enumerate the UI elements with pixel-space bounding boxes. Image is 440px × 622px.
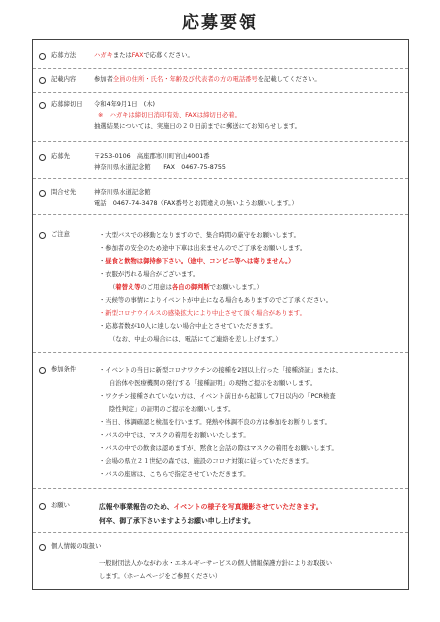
caution-dot: ・ bbox=[99, 258, 106, 265]
conditions-label: 参加条件 bbox=[51, 366, 77, 373]
divider bbox=[33, 68, 408, 69]
contents-required: 全員の住所・氏名・年齢及び代表者の方の電話番号 bbox=[112, 76, 258, 83]
divider bbox=[33, 352, 408, 353]
caution-judgment: 各自の御判断 bbox=[171, 284, 210, 291]
request-body bbox=[99, 500, 404, 528]
conditions-line: ・バスの中では、マスクの着用をお願いいたします。 bbox=[99, 432, 250, 439]
caution-lunch: 昼食と飲物は御持参下さい。 bbox=[105, 258, 188, 265]
method-or: または bbox=[112, 52, 132, 59]
contents-a: 参加者 bbox=[94, 76, 113, 83]
caution-change: 着替え等 bbox=[115, 284, 141, 291]
bullet-icon bbox=[39, 102, 46, 109]
divider bbox=[33, 532, 408, 533]
divider bbox=[33, 488, 408, 489]
deadline-result: 抽選結果については、実施日の２０日前までに郵送にてお知らせします。 bbox=[94, 123, 301, 130]
request-label: お願い bbox=[51, 502, 70, 509]
caution-no-stop: （途中、コンビニ等へは寄りません。） bbox=[187, 258, 295, 265]
caution-text: でお願いします。） bbox=[209, 284, 263, 291]
caution-line: （なお、中止の場合には、電話にてご連絡を差し上げます。） bbox=[109, 336, 282, 343]
bullet-icon bbox=[39, 53, 46, 60]
conditions-line: ・ワクチン接種されていない方は、イベント前日から起算して7日以内の「PCR検査 bbox=[99, 393, 336, 400]
caution-body bbox=[99, 229, 404, 346]
destination-fax: FAX 0467-75-8755 bbox=[163, 164, 226, 171]
divider bbox=[33, 178, 408, 179]
caution-line: ・参加者の安全のため途中下車は出来ませんのでご了承をお願いします。 bbox=[99, 245, 307, 252]
privacy-body bbox=[99, 557, 404, 583]
deadline-date: 令和4年9月1日 (木) bbox=[94, 101, 156, 108]
divider bbox=[33, 92, 408, 93]
request-text: 広報や事業報告のため、 bbox=[99, 503, 174, 511]
contents-c: を記載してください。 bbox=[257, 76, 321, 83]
bullet-icon bbox=[39, 154, 46, 161]
privacy-label: 個人情報の取扱い bbox=[51, 543, 102, 550]
conditions-line: ・バスの座席は、こちらで指定させていただきます。 bbox=[99, 471, 250, 478]
privacy-line: します。（ホームページをご参照ください） bbox=[99, 573, 222, 580]
request-thanks: 何卒、御了承下さいますようお願い申し上げます。 bbox=[99, 517, 255, 525]
caution-line: ・衣服が汚れる場合がございます。 bbox=[99, 271, 200, 278]
inquiry-label: 問合せ先 bbox=[51, 189, 77, 196]
method-postcard: ハガキ bbox=[94, 52, 113, 59]
deadline-label: 応募締切日 bbox=[51, 101, 83, 108]
deadline-note: ※ ハガキは締切日消印有効、FAXは締切日必着。 bbox=[98, 112, 241, 119]
method-body bbox=[94, 50, 404, 61]
caution-line: ・天候等の事情によりイベントが中止になる場合もありますのでご了承ください。 bbox=[99, 297, 332, 304]
conditions-line: ・イベントの当日に新型コロナワクチンの接種を2回以上行った「接種済証」または、 bbox=[99, 367, 342, 374]
destination-name: 神奈川県水道記念館 bbox=[94, 164, 151, 171]
bullet-icon bbox=[39, 544, 46, 551]
conditions-line: ・バスの中での飲食は認めますが、黙食と会話の際はマスクの着用をお願いします。 bbox=[99, 445, 338, 452]
destination-body bbox=[94, 151, 404, 173]
deadline-body bbox=[94, 99, 404, 132]
caution-text: のご用意は bbox=[140, 284, 172, 291]
conditions-body bbox=[99, 364, 404, 481]
divider bbox=[33, 141, 408, 142]
bullet-icon bbox=[39, 77, 46, 84]
divider bbox=[33, 214, 408, 215]
caution-covid: ・新型コロナウイルスの感染拡大により中止させて頂く場合があります。 bbox=[99, 310, 306, 317]
contents-body bbox=[94, 74, 404, 85]
request-photo: イベントの様子を写真撮影させていただきます。 bbox=[173, 503, 323, 511]
destination-label: 応募先 bbox=[51, 153, 70, 160]
bullet-icon bbox=[39, 367, 46, 374]
conditions-line: ・当日、体調確認と検温を行います。発熱や体調不良の方は参加をお断りします。 bbox=[99, 419, 331, 426]
privacy-line: 一般財団法人かながわ水・エネルギーサービスの個人情報保護方針によりお取扱い bbox=[99, 560, 332, 567]
inquiry-name: 神奈川県水道記念館 bbox=[94, 189, 151, 196]
conditions-line: 自治体や医療機関の発行する「接種証明」の現物ご提示をお願いします。 bbox=[109, 380, 317, 387]
method-fax: FAX bbox=[131, 52, 144, 59]
inquiry-body bbox=[94, 187, 404, 209]
caution-line: ・応募者数が10人に達しない場合中止とさせていただきます。 bbox=[99, 323, 277, 330]
caution-label: ご注意 bbox=[51, 231, 70, 238]
conditions-line: ・会場の県立２１世紀の森では、施設のコロナ対策に従っていただきます。 bbox=[99, 458, 313, 465]
destination-address: 〒253-0106 高座郡寒川町宮山4001番 bbox=[94, 153, 210, 160]
inquiry-phone: 電話 0467-74-3478（FAX番号とお間違えの無いようお願いします。） bbox=[94, 200, 298, 207]
bullet-icon bbox=[39, 503, 46, 510]
caution-paren: （ bbox=[109, 284, 116, 291]
method-label: 応募方法 bbox=[51, 52, 77, 59]
conditions-line: 陰性判定」の証明のご提示をお願いします。 bbox=[109, 406, 235, 413]
contents-label: 記載内容 bbox=[51, 76, 77, 83]
bullet-icon bbox=[39, 232, 46, 239]
page-title: 応募要領 bbox=[182, 13, 258, 33]
guidelines-frame bbox=[32, 39, 409, 590]
bullet-icon bbox=[39, 190, 46, 197]
caution-line: ・大型バスでの移動となりますので、集合時間の厳守をお願いします。 bbox=[99, 232, 300, 239]
method-tail: で応募ください。 bbox=[143, 52, 194, 59]
